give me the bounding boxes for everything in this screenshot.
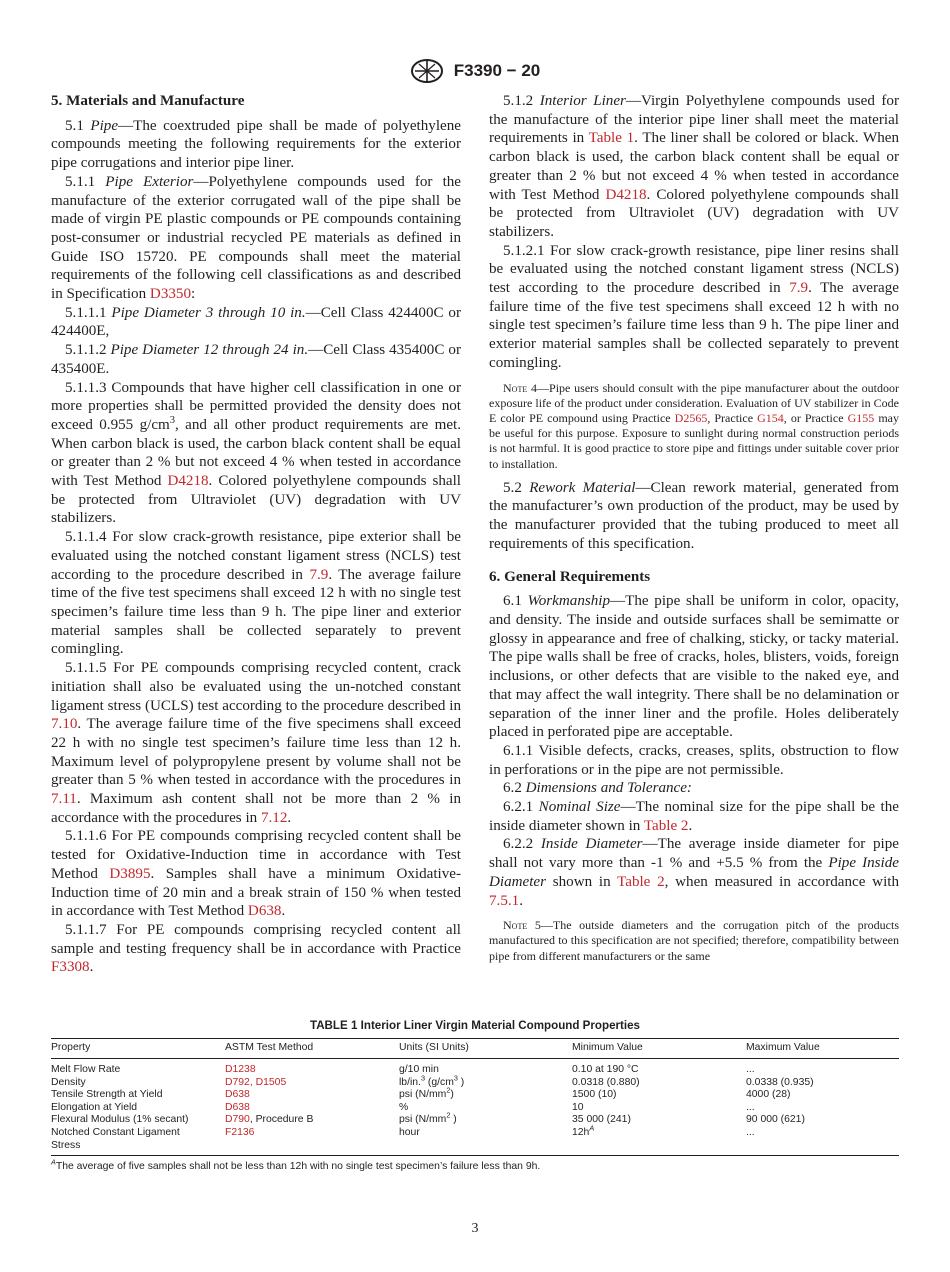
cell-min: 1500 (10) xyxy=(572,1089,617,1101)
cell-method xyxy=(225,1102,399,1115)
cell-max: ... xyxy=(746,1101,755,1113)
ref-g154-link[interactable]: G154 xyxy=(757,410,784,425)
ref-d638-link[interactable]: D638 xyxy=(225,1101,250,1113)
table-row xyxy=(51,1114,899,1127)
ref-table-2-link[interactable]: Table 2 xyxy=(643,817,689,834)
page-header xyxy=(0,58,950,84)
cell-method xyxy=(225,1059,399,1077)
para-6-2-1: 6.2.1 Nominal Size—The nominal size for the pipe shall be the inside diameter shown in Table 2. xyxy=(489,799,899,834)
para-5-1-1-1: 5.1.1.1 Pipe Diameter 3 through 10 in.—Cell Class 424400C or 424400E, xyxy=(51,304,461,340)
column-header: Units (SI Units) xyxy=(399,1039,572,1059)
para-5-1-1-2: 5.1.1.2 Pipe Diameter 12 through 24 in.—Cell Class 435400C or 435400E. xyxy=(51,342,461,377)
note-5: Note 5—The outside diameters and the corrugation pitch of the products manufactured to this specification are not specified; therefore, compatibility between pipe from different manufacturers or the same xyxy=(489,918,899,963)
cell-max: ... xyxy=(746,1126,755,1138)
ref-g155-link[interactable]: G155 xyxy=(847,410,875,425)
cell-units: psi ($N/mm^2$ ) xyxy=(399,1110,457,1126)
para-6-1: 6.1 Workmanship—The pipe shall be uniform in color, opacity, and density. The inside and outside surfaces shall be semimatte or glossy in appearance and free of chalking, sticky, or tacky material. The pipe walls shall be free of cracks, holes, blisters, voids, foreign inclusions, or other defects that are visible to the naked eye, and that may affect the wall integrity. There shall be no delamination or separation of the inner liner and the profile. Holes deliberately placed in perforated pipe are acceptable. xyxy=(489,593,899,741)
note-4: Note 4—Pipe users should consult with the pipe manufacturer about the outdoor exposure life of the product under consideration. Evaluation of UV stabilizer in Code E color PE compound using Practice D2565, Practice G154, or Practice G155 may be useful for this purpose. Exposure to sunlight during normal construction periods is not harmful. It is good practice to store pipe and fittings under suitable cover prior to installation. xyxy=(489,380,899,471)
cell-property: Flexural Modulus (1% secant) xyxy=(51,1114,189,1126)
cell-min: 10 xyxy=(572,1101,584,1113)
para-6-2-2: 6.2.2 Inside Diameter—The average inside diameter for pipe shall not vary more than -1 % and +5.5 % from the Pipe Inside Diameter shown in Table 2, when measured in accordance with 7.5.1. xyxy=(489,836,900,909)
para-5-1-2-1: 5.1.2.1 For slow crack-growth resistance, pipe liner resins shall be evaluated using the notched constant ligament stress (NCLS) test according to the procedure described in 7.9. The average failure time of the five test specimens shall exceed 12 h with no single test specimen’s failure time less than 9 h. The pipe liner and exterior material samples shall be collected separately to prevent comingling. xyxy=(489,242,899,371)
table-1 xyxy=(51,1019,899,1172)
ref-d4218-link[interactable]: D4218 xyxy=(167,473,209,490)
column-header: Property xyxy=(51,1039,225,1059)
ref-table-1-link[interactable]: Table 1 xyxy=(588,130,635,147)
cell-property: Notched Constant Ligament Stress xyxy=(51,1126,180,1151)
ref-d638-link[interactable]: D638 xyxy=(225,1089,250,1101)
cell-method xyxy=(225,1077,399,1090)
para-5-1-1-5: 5.1.1.5 For PE compounds comprising recycled content, crack initiation shall also be evaluated using the un-notched constant ligament stress (UCLS) test according to the procedure described in 7.10. The average failure time of the five specimens shall exceed 22 h with no single test specimen’s failure time less than 12 h. Maximum level of polypropylene present by volume shall not be greater than 5 % when tested in accordance with the procedures in 7.11. Maximum ash content shall not be more than 2 % in accordance with the procedures in 7.12. xyxy=(51,660,461,826)
ref-d792-d1505-link[interactable]: D792, D1505 xyxy=(225,1076,287,1088)
ref-d1238-link[interactable]: D1238 xyxy=(225,1064,256,1075)
ref-7-5-1-link[interactable]: 7.5.1 xyxy=(489,892,520,909)
ref-7-12-link[interactable]: 7.12 xyxy=(260,809,288,826)
cell-method xyxy=(225,1127,399,1156)
column-header: Minimum Value xyxy=(572,1039,746,1059)
column-header: Maximum Value xyxy=(746,1039,899,1059)
cell-min: 35 000 (241) xyxy=(572,1114,631,1126)
ref-d3895-link[interactable]: D3895 xyxy=(109,865,151,882)
section-6-heading: 6. General Requirements xyxy=(489,568,651,585)
cell-min: $12h^A$ xyxy=(572,1123,595,1138)
table-row xyxy=(51,1077,899,1090)
properties-table xyxy=(51,1038,899,1156)
table-footnote: $^A$The average of five samples shall not be less than 12h with no single test specimen’s failure less than 9h. xyxy=(51,1157,541,1173)
ref-d2565-link[interactable]: D2565 xyxy=(674,410,708,425)
cell-property: Elongation at Yield xyxy=(51,1101,138,1113)
ref-d638-link[interactable]: D638 xyxy=(247,903,282,920)
ref-d790-link[interactable]: D790 xyxy=(225,1114,250,1126)
table-header-row xyxy=(51,1039,899,1059)
cell-min: 0.10 at 190 °C xyxy=(572,1064,639,1075)
cell-property: Tensile Strength at Yield xyxy=(51,1089,163,1101)
cell-units: hour xyxy=(399,1126,420,1138)
cell-units: % xyxy=(399,1101,409,1113)
table-row xyxy=(51,1059,899,1077)
cell-method xyxy=(225,1089,399,1102)
astm-logo-icon xyxy=(410,58,444,84)
ref-7-11-link[interactable]: 7.11 xyxy=(51,791,77,808)
cell-method: D790, Procedure B xyxy=(225,1114,314,1126)
cell-min: 0.0318 (0.880) xyxy=(572,1076,640,1088)
para-5-1-2: 5.1.2 Interior Liner—Virgin Polyethylene compounds used for the manufacture of the interior pipe liner shall meet the material requirements in Table 1. The liner shall be colored or black. When carbon black is used, the carbon black content shall be equal or greater than 2 % but not exceed 4 % when tested in accordance with Test Method D4218. Colored polyethylene compounds shall be protected from Ultraviolet (UV) degradation with UV stabilizers. xyxy=(489,93,899,240)
document-code: F3390 − 20 xyxy=(453,61,541,80)
cell-max: 0.0338 (0.935) xyxy=(746,1076,814,1088)
para-6-1-1: 6.1.1 Visible defects, cracks, creases, splits, obstruction to flow in perforations or in the pipe are not permissible. xyxy=(489,742,899,778)
cell-units: lb/in.$^3$ ($g/cm^3$ ) xyxy=(399,1073,465,1088)
ref-table-2-link[interactable]: Table 2 xyxy=(617,873,665,890)
ref-7-9-link[interactable]: 7.9 xyxy=(309,566,329,583)
table-row xyxy=(51,1089,899,1102)
para-5-1-1-4: 5.1.1.4 For slow crack-growth resistance, pipe exterior shall be evaluated using the notched constant ligament stress (NCLS) test according to the procedure described in 7.9. The average failure time of the five test specimens shall exceed 12 h with no single test specimen’s failure time less than 9 h. The pipe liner and exterior material samples shall be collected separately to prevent comingling. xyxy=(51,529,461,658)
ref-f3308-link[interactable]: F3308 xyxy=(51,959,90,976)
para-5-1-1: 5.1.1 Pipe Exterior—Polyethylene compounds used for the manufacture of the exterior corrugated wall of the pipe shall be made of virgin PE plastic compounds or PE compounds containing post-consumer or industrial recycled PE materials as defined in Guide ISO 15720. PE compounds shall meet the material requirements of the following cell classifications as and described in Specification D3350: xyxy=(51,173,462,303)
cell-max: 4000 (28) xyxy=(746,1089,791,1101)
para-5-1-1-3: 5.1.1.3 Compounds that have higher cell classification in one or more properties shall be permitted provided the density does not exceed 0.955 $g/cm^3$, and all other product requirements are met. When carbon black is used, the carbon black content shall be equal or greater than 2 % but not exceed 4 % when tested in accordance with Test Method D4218. Colored polyethylene compounds shall be protected from Ultraviolet (UV) degradation with UV stabilizers. xyxy=(51,379,461,527)
column-header: ASTM Test Method xyxy=(225,1039,399,1059)
cell-units: psi $(N/mm^2)$ xyxy=(399,1085,454,1101)
para-5-2: 5.2 Rework Material—Clean rework material, generated from the manufacturer’s own production of the product, may be used by the manufacturer provided that the tubing produced to meet all requirements of this specification. xyxy=(489,479,899,552)
right-column xyxy=(489,92,899,971)
left-column xyxy=(51,92,461,977)
ref-f2136-link[interactable]: F2136 xyxy=(225,1126,255,1138)
cell-units: g/10 min xyxy=(399,1064,439,1075)
cell-max: ... xyxy=(746,1064,755,1075)
para-5-1-1-7: 5.1.1.7 For PE compounds comprising recycled content all sample and testing frequency shall be in accordance with Practice F3308. xyxy=(51,921,461,976)
cell-property: Density xyxy=(51,1076,86,1088)
para-5-1: 5.1 Pipe—The coextruded pipe shall be made of polyethylene compounds meeting the following requirements for the exterior pipe corrugations and interior pipe liner. xyxy=(51,117,461,172)
section-5-heading: 5. Materials and Manufacture xyxy=(51,93,245,109)
cell-max: 90 000 (621) xyxy=(746,1114,805,1126)
para-5-1-1-6: 5.1.1.6 For PE compounds comprising recycled content shall be tested for Oxidative-Induction time in accordance with Test Method D3895. Samples shall have a minimum Oxidative-Induction time of 20 min and a break strain of 150 % when tested in accordance with Test Method D638. xyxy=(51,828,462,920)
para-6-2: 6.2 Dimensions and Tolerance: xyxy=(503,780,692,797)
cell-property: Melt Flow Rate xyxy=(51,1064,121,1075)
ref-7-10-link[interactable]: 7.10 xyxy=(51,716,78,733)
page-number: 3 xyxy=(471,1221,479,1236)
ref-d3350-link[interactable]: D3350 xyxy=(149,286,192,303)
ref-d4218-link[interactable]: D4218 xyxy=(605,186,647,203)
table-row xyxy=(51,1102,899,1115)
table-title: TABLE 1 Interior Liner Virgin Material Compound Properties xyxy=(309,1019,641,1032)
ref-7-9-link[interactable]: 7.9 xyxy=(789,280,809,297)
table-row xyxy=(51,1127,899,1156)
